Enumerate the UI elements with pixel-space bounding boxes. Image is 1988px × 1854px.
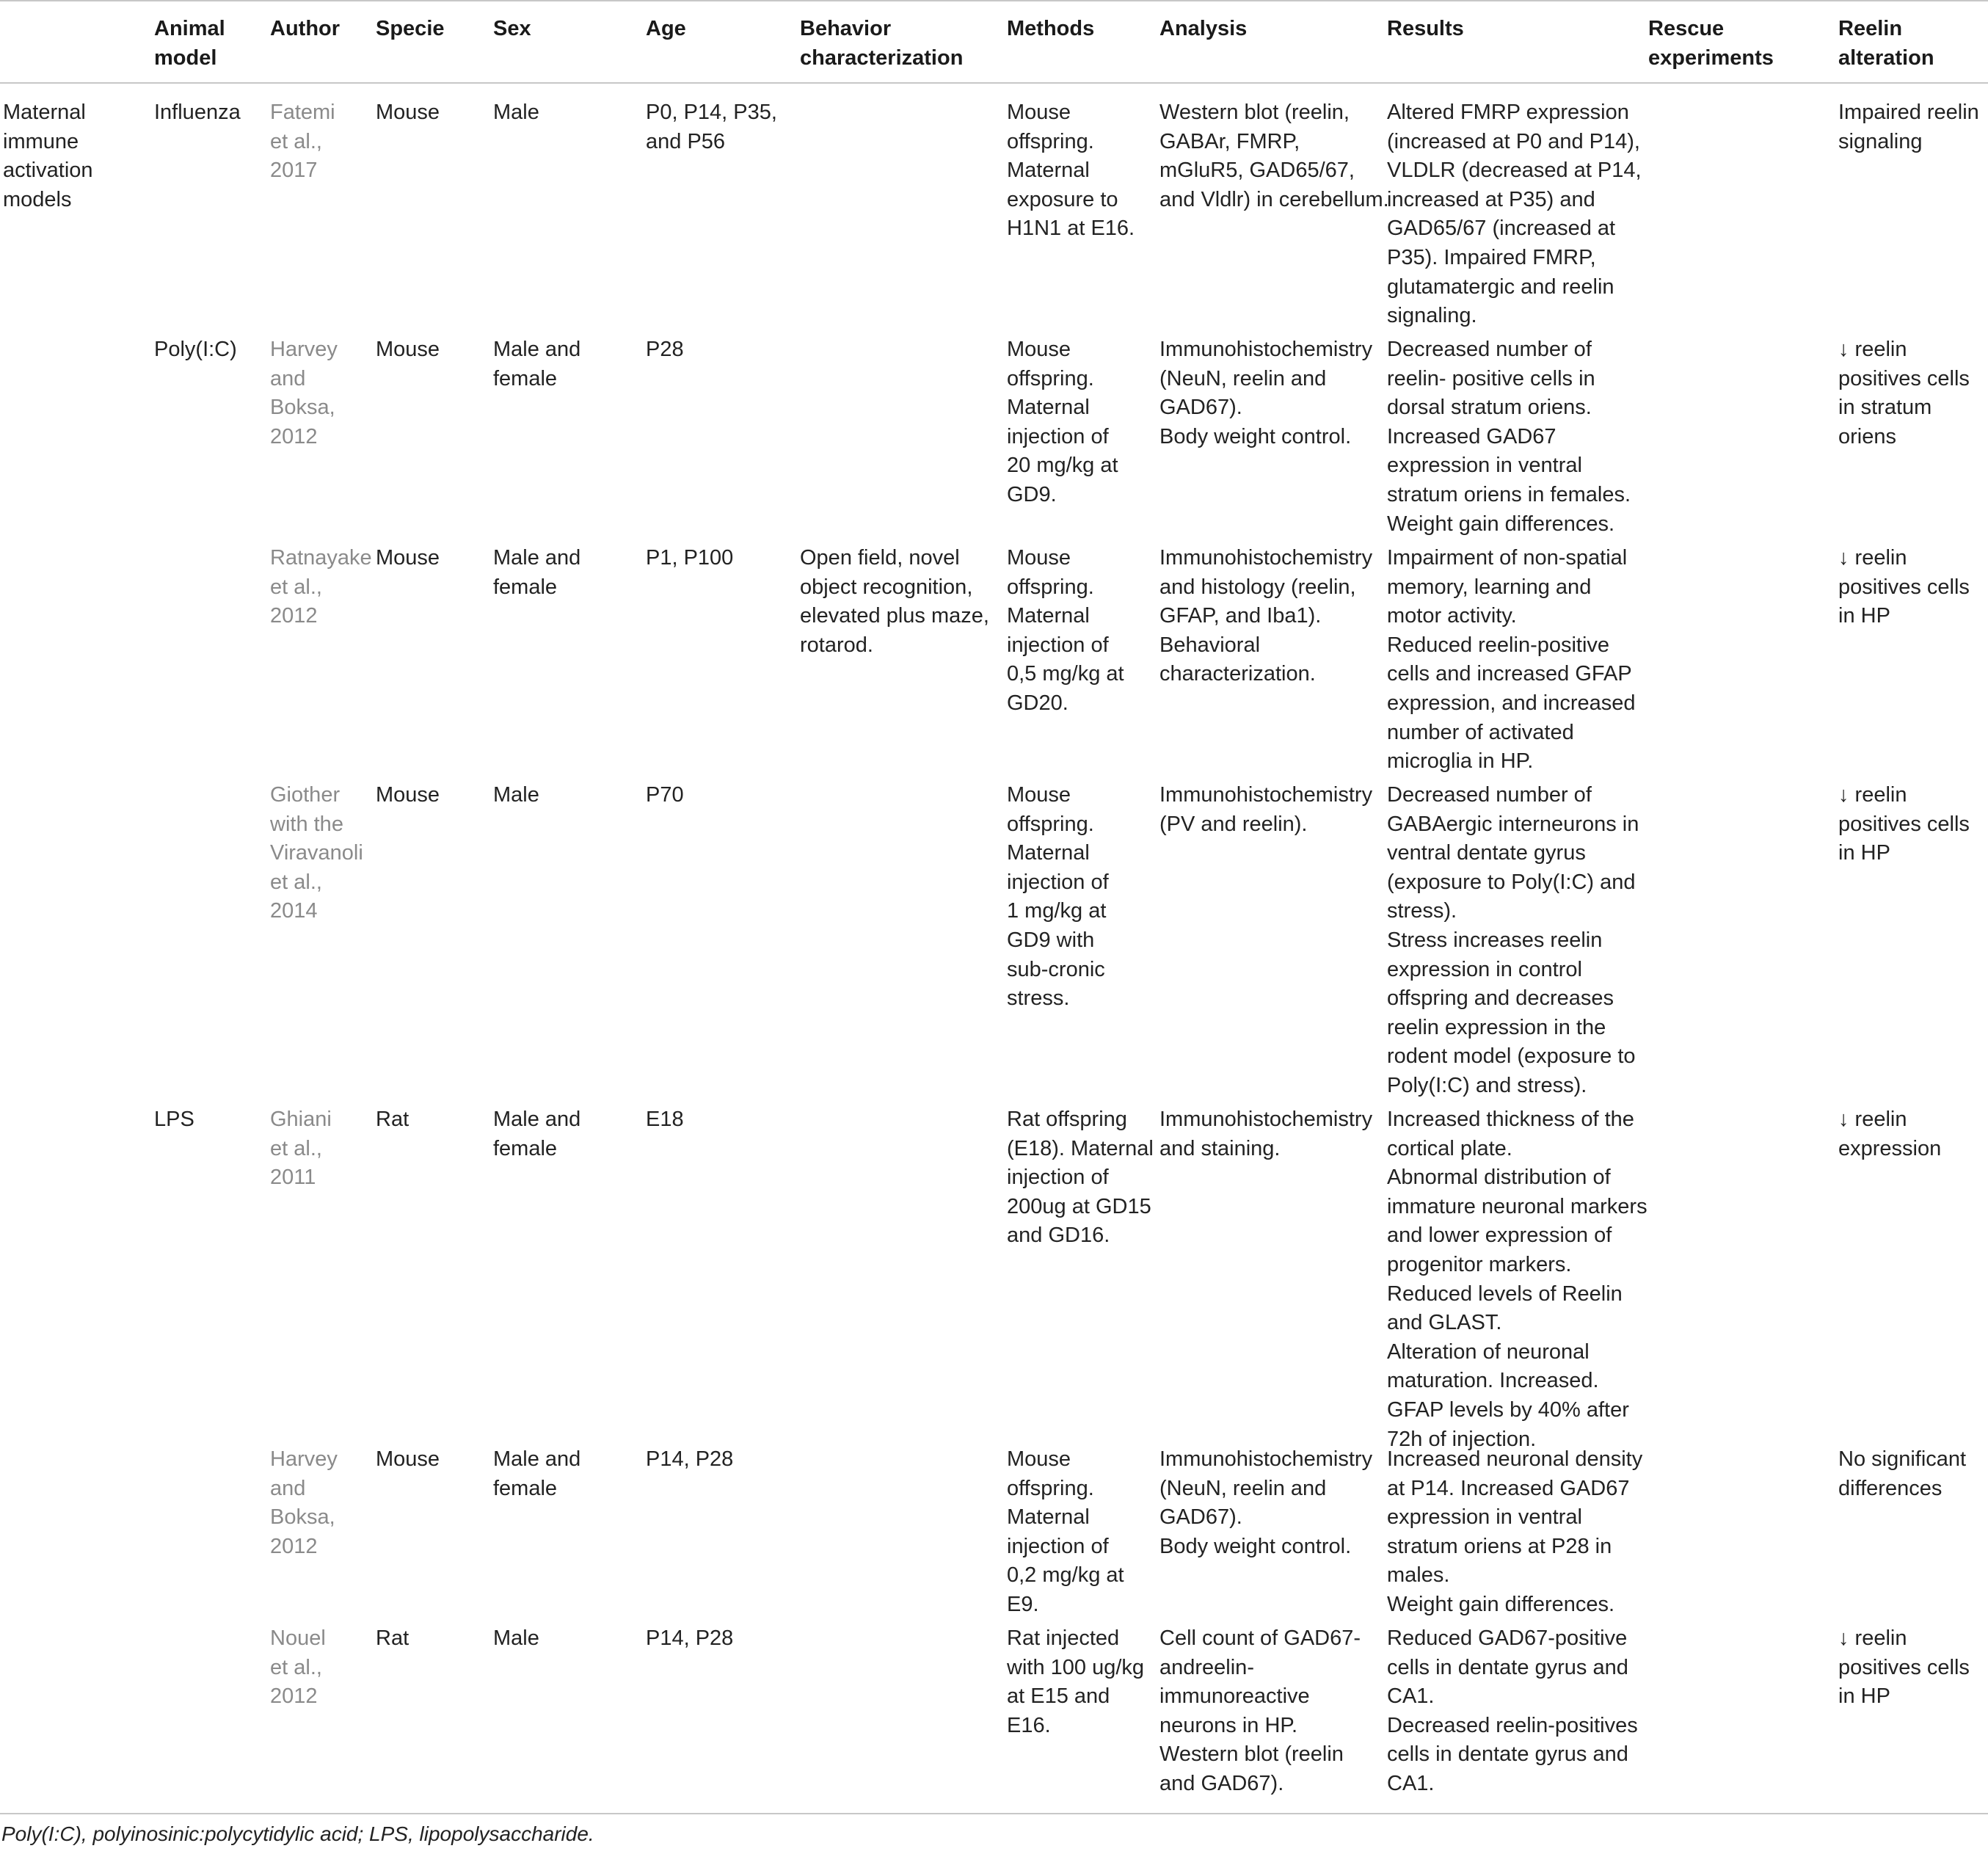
- cell-age: P14, P28: [646, 1447, 734, 1471]
- header-animal-model: Animal model: [154, 17, 225, 70]
- cell-reelin: ↓ reelin expression: [1838, 1108, 1942, 1160]
- header-results: Results: [1387, 17, 1464, 40]
- cell-author: Nouel et al., 2012: [270, 1626, 326, 1709]
- cell-author: Ratnayake et al., 2012: [270, 546, 372, 628]
- cell-model: Influenza: [154, 101, 241, 124]
- cell-specie: Mouse: [376, 338, 440, 361]
- cell-specie: Mouse: [376, 1447, 440, 1471]
- cell-model: Poly(I:C): [154, 338, 237, 361]
- cell-sex: Male: [493, 783, 539, 807]
- cell-analysis: Immunohistochemistry (PV and reelin).: [1159, 783, 1373, 836]
- cell-model: LPS: [154, 1108, 194, 1131]
- header-behavior: Behavior characterization: [800, 17, 964, 70]
- cell-results: Decreased number of GABAergic interneurons in ventral dentate gyrus (exposure to Poly(I:C) and stress). Stress increases reelin expression in control offspring and decreases reelin expression in the rodent model (exposure to Poly(I:C) and stress).: [1387, 783, 1639, 1097]
- cell-methods: Rat injected with 100 ug/kg at E15 and E16.: [1007, 1626, 1145, 1737]
- cell-reelin: ↓ reelin positives cells in HP: [1838, 783, 1970, 865]
- cell-behavior: Open field, novel object recognition, elevated plus maze, rotarod.: [800, 546, 989, 657]
- cell-age: P1, P100: [646, 546, 734, 570]
- header-rescue: Rescue experiments: [1648, 17, 1774, 70]
- cell-age: P0, P14, P35, and P56: [646, 101, 777, 153]
- cell-results: Increased neuronal density at P14. Increased GAD67 expression in ventral stratum oriens at P28 in males. Weight gain differences.: [1387, 1447, 1643, 1616]
- cell-age: P28: [646, 338, 684, 361]
- header-sex: Sex: [493, 17, 531, 40]
- cell-sex: Male: [493, 1626, 539, 1650]
- cell-reelin: ↓ reelin positives cells in HP: [1838, 546, 1970, 628]
- cell-specie: Mouse: [376, 101, 440, 124]
- cell-author: Fatemi et al., 2017: [270, 101, 335, 183]
- cell-reelin: ↓ reelin positives cells in HP: [1838, 1626, 1970, 1709]
- cell-methods: Mouse offspring. Maternal injection of 1 mg/kg at GD9 with sub-cronic stress.: [1007, 783, 1109, 1011]
- cell-author: Harvey and Boksa, 2012: [270, 338, 338, 448]
- cell-results: Decreased number of reelin- positive cells in dorsal stratum oriens. Increased GAD67 expression in ventral stratum oriens in females. Weight gain differences.: [1387, 338, 1631, 536]
- cell-sex: Male and female: [493, 338, 581, 390]
- cell-reelin: No significant differences: [1838, 1447, 1967, 1500]
- cell-results: Impairment of non-spatial memory, learning and motor activity. Reduced reelin-positive cells and increased GFAP expression, and increased number of activated microglia in HP.: [1387, 546, 1636, 774]
- cell-analysis: Immunohistochemistry and histology (reelin, GFAP, and Iba1). Behavioral characterization.: [1159, 546, 1373, 686]
- cell-reelin: Impaired reelin signaling: [1838, 101, 1979, 153]
- header-age: Age: [646, 17, 686, 40]
- cell-results: Increased thickness of the cortical plate. Abnormal distribution of immature neuronal markers and lower expression of progenitor markers. Reduced levels of Reelin and GLAST. Alteration of neuronal maturation. Increased. GFAP levels by 40% after 72h of injection.: [1387, 1108, 1647, 1451]
- header-rule: [0, 82, 1988, 84]
- header-reelin-alteration: Reelin alteration: [1838, 17, 1934, 70]
- cell-results: Altered FMRP expression (increased at P0 and P14), VLDLR (decreased at P14, increased at P35) and GAD65/67 (increased at P35). Impaired FMRP, glutamatergic and reelin signaling.: [1387, 101, 1642, 328]
- cell-analysis: Immunohistochemistry and staining.: [1159, 1108, 1373, 1160]
- header-methods: Methods: [1007, 17, 1095, 40]
- cell-specie: Rat: [376, 1108, 409, 1131]
- cell-author: Giother with the Viravanoli et al., 2014: [270, 783, 363, 923]
- cell-sex: Male and female: [493, 1447, 581, 1500]
- cell-methods: Mouse offspring. Maternal injection of 0,2 mg/kg at E9.: [1007, 1447, 1124, 1616]
- group-label: Maternal immune activation models: [3, 101, 93, 211]
- cell-analysis: Immunohistochemistry (NeuN, reelin and GAD67). Body weight control.: [1159, 338, 1373, 448]
- cell-age: E18: [646, 1108, 684, 1131]
- cell-specie: Mouse: [376, 546, 440, 570]
- cell-reelin: ↓ reelin positives cells in stratum oriens: [1838, 338, 1970, 448]
- table-footnote: Poly(I:C), polyinosinic:polycytidylic acid; LPS, lipopolysaccharide.: [1, 1822, 594, 1845]
- cell-specie: Rat: [376, 1626, 409, 1650]
- cell-analysis: Western blot (reelin, GABAr, FMRP, mGluR5, GAD65/67, and Vldlr) in cerebellum.: [1159, 101, 1389, 211]
- cell-sex: Male and female: [493, 546, 581, 599]
- top-rule: [0, 0, 1988, 1]
- cell-sex: Male: [493, 101, 539, 124]
- cell-author: Ghiani et al., 2011: [270, 1108, 332, 1190]
- cell-analysis: Immunohistochemistry (NeuN, reelin and GAD67). Body weight control.: [1159, 1447, 1373, 1558]
- bottom-rule: [0, 1813, 1988, 1814]
- cell-methods: Mouse offspring. Maternal injection of 0,5 mg/kg at GD20.: [1007, 546, 1124, 715]
- cell-age: P14, P28: [646, 1626, 734, 1650]
- cell-sex: Male and female: [493, 1108, 581, 1160]
- cell-methods: Rat offspring (E18). Maternal injection of 200ug at GD15 and GD16.: [1007, 1108, 1154, 1248]
- header-analysis: Analysis: [1159, 17, 1248, 40]
- cell-specie: Mouse: [376, 783, 440, 807]
- cell-methods: Mouse offspring. Maternal exposure to H1N1 at E16.: [1007, 101, 1135, 241]
- cell-results: Reduced GAD67-positive cells in dentate gyrus and CA1. Decreased reelin-positives cells in dentate gyrus and CA1.: [1387, 1626, 1638, 1795]
- header-specie: Specie: [376, 17, 445, 40]
- header-author: Author: [270, 17, 341, 40]
- cell-methods: Mouse offspring. Maternal injection of 20 mg/kg at GD9.: [1007, 338, 1118, 506]
- cell-author: Harvey and Boksa, 2012: [270, 1447, 338, 1558]
- cell-analysis: Cell count of GAD67- andreelin- immunoreactive neurons in HP. Western blot (reelin and GAD67).: [1159, 1626, 1361, 1795]
- cell-age: P70: [646, 783, 684, 807]
